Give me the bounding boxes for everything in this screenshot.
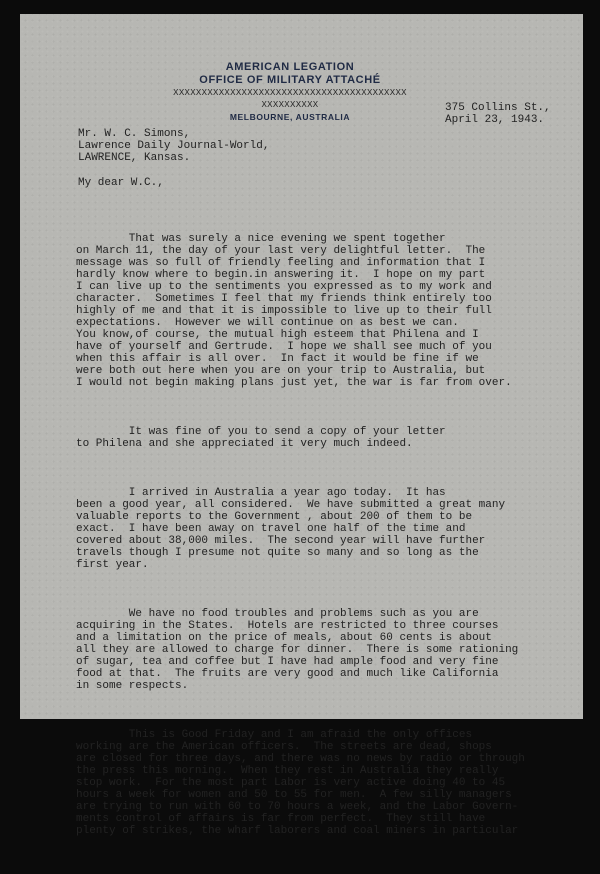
letterhead-legation: AMERICAN LEGATION [225, 61, 355, 73]
sender-address-block [445, 102, 551, 126]
recipient-block [78, 128, 269, 164]
recipient-name: Mr. W. C. Simons, [78, 128, 191, 140]
letterhead [140, 61, 440, 123]
paragraph-copy: It was fine of you to send a copy of your letter to Philena and she appreciated it very much indeed. [76, 426, 446, 450]
salutation: My dear W.C., [78, 177, 164, 189]
sender-street: 375 Collins St., [445, 102, 551, 114]
paragraph-good-friday: This is Good Friday and I am afraid the only offices working are the American officers. The streets are dead, shops are closed for three days, and there was no news by radio or through the press this morning. When they rest in Australia they really stop work. For the most part Labor is very active doing 40 to 45 hours a week for women and 50 to 55 for men. A few silly managers are trying to run with 60 to 70 hours a week, and the Labor Govern- ments control of affairs is far from perfect. They still have plenty of strikes, the wharf laborers and coal miners in particular [76, 729, 525, 837]
paragraph-evening: That was surely a nice evening we spent together on March 11, the day of your last very delightful letter. The message was so full of friendly feeling and information that I hardly know where to begin.in answering it. I hope on my part I can live up to the sentiments you expressed as to my work and character. Sometimes I feel that my friends think entirely too highly of me and that it is impossible to live up to their full expectations. However we will continue on as best we can. You know,of course, the mutual high esteem that Philena and I have of yourself and Gertrude. I hope we shall see much of you when this affair is all over. In fact it would be fine if we were both out here when you are on your trip to Australia, but I would not begin making plans just yet, the war is far from over. [76, 233, 512, 389]
paragraph-food: We have no food troubles and problems such as you are acquiring in the States. Hotels are restricted to three courses and a limitation on the price of meals, about 60 cents is about all they are allowed to charge for dinner. There is some rationing of sugar, tea and coffee but I have had ample food and very fine food at that. The fruits are very good and much like California in some respects. [76, 608, 519, 692]
recipient-org: Lawrence Daily Journal-World, [78, 140, 270, 152]
letterhead-office: OFFICE OF MILITARY ATTACHÉ [199, 74, 381, 86]
recipient-city: LAWRENCE, Kansas. [78, 152, 191, 164]
letter-page [20, 14, 583, 837]
letter-body [76, 209, 525, 874]
paragraph-arrival: I arrived in Australia a year ago today. It has been a good year, all considered. We have submitted a great many valuable reports to the Government , about 200 of them to be exact. I have been away on travel one half of the time and covered about 38,000 miles. The second year will have further travels though I presume not quite so many and so long as the first year. [76, 487, 506, 571]
letter-date: April 23, 1943. [445, 114, 545, 126]
letterhead-struck-address: XXXXXXXXXXXXXXXXXXXXXXXXXXXXXXXXXXXXXXXXX [173, 88, 407, 98]
letterhead-struck-short: XXXXXXXXXX [261, 100, 319, 110]
letterhead-city: MELBOURNE, AUSTRALIA [229, 112, 351, 122]
